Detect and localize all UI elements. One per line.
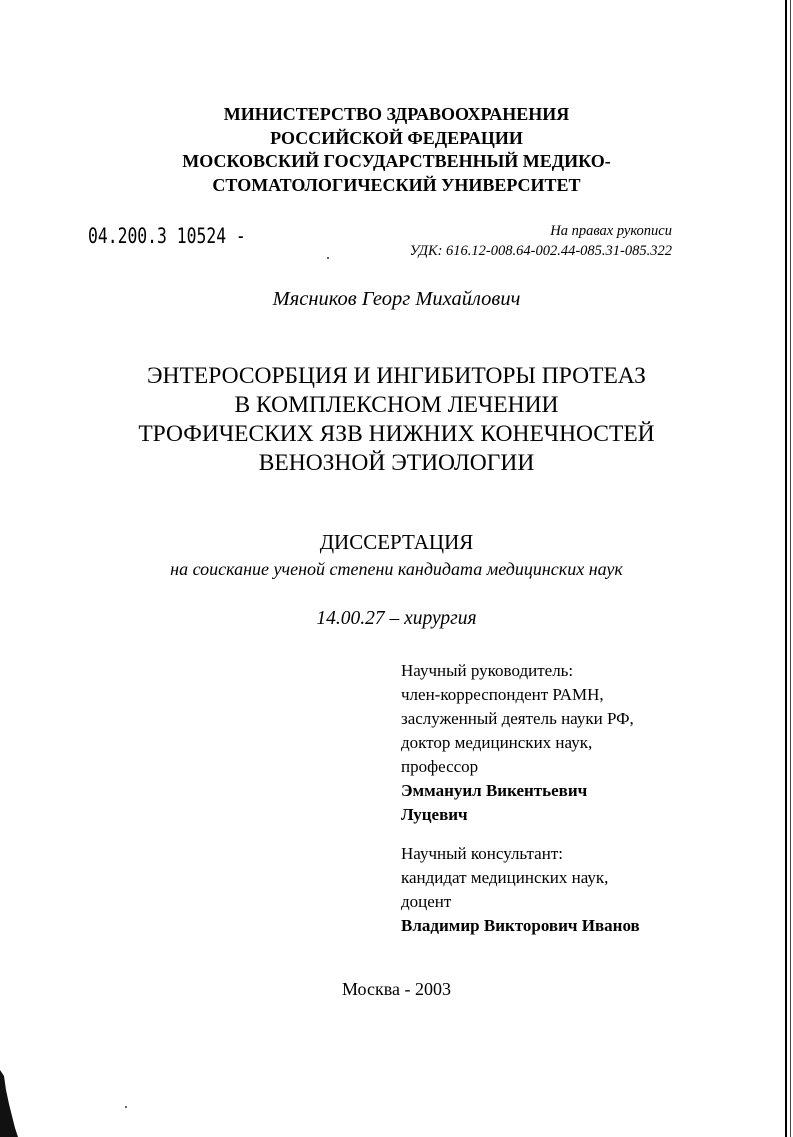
title-line: В КОМПЛЕКСНОМ ЛЕЧЕНИИ bbox=[234, 392, 559, 418]
title-line: ВЕНОЗНОЙ ЭТИОЛОГИИ bbox=[258, 450, 535, 476]
title-line: ЭНТЕРОСОРБЦИЯ И ИНГИБИТОРЫ ПРОТЕАЗ bbox=[147, 363, 646, 389]
supervisor-surname: Луцевич bbox=[401, 805, 468, 824]
consultant-name: Владимир Викторович Иванов bbox=[401, 916, 640, 935]
author-name: Мясников Георг Михайлович bbox=[272, 288, 521, 310]
consultant-role: Научный консультант: bbox=[401, 844, 563, 863]
supervisor-name: Эммануил Викентьевич bbox=[401, 781, 588, 800]
dissertation-title bbox=[0, 362, 793, 478]
ministry-line: СТОМАТОЛОГИЧЕСКИЙ УНИВЕРСИТЕТ bbox=[212, 174, 581, 195]
city-year: Москва - 2003 bbox=[342, 979, 451, 999]
ministry-line: МОСКОВСКИЙ ГОСУДАРСТВЕННЫЙ МЕДИКО- bbox=[182, 151, 611, 171]
degree-line: на соискание ученой степени кандидата медицинских наук bbox=[170, 559, 623, 579]
dissertation-heading: ДИССЕРТАЦИЯ bbox=[319, 530, 474, 554]
supervisor-role: Научный руководитель: bbox=[401, 661, 574, 680]
supervisor-credential: профессор bbox=[401, 757, 479, 776]
manuscript-rights-block bbox=[410, 221, 672, 261]
ministry-header bbox=[0, 103, 793, 197]
ministry-line: МИНИСТЕРСТВО ЗДРАВООХРАНЕНИЯ bbox=[223, 104, 570, 124]
supervisor-block bbox=[401, 659, 634, 827]
supervisor-credential: доктор медицинских наук, bbox=[401, 733, 593, 752]
consultant-block bbox=[401, 842, 640, 938]
scan-corner-blot bbox=[0, 1070, 18, 1137]
specialty-line: 14.00.27 – хирургия bbox=[316, 608, 477, 629]
supervisor-credential: заслуженный деятель науки РФ, bbox=[401, 709, 634, 728]
registration-number: 04.200.3 10524 - bbox=[88, 224, 246, 248]
manuscript-rights: На правах рукописи bbox=[550, 223, 672, 239]
consultant-credential: доцент bbox=[401, 892, 452, 911]
scan-speck bbox=[327, 257, 329, 259]
title-line: ТРОФИЧЕСКИХ ЯЗВ НИЖНИХ КОНЕЧНОСТЕЙ bbox=[138, 421, 655, 447]
ministry-line: РОССИЙСКОЙ ФЕДЕРАЦИИ bbox=[270, 127, 523, 148]
udk-code: УДК: 616.12-008.64-002.44-085.31-085.322 bbox=[409, 243, 672, 259]
consultant-credential: кандидат медицинских наук, bbox=[401, 868, 609, 887]
scan-speck bbox=[125, 1106, 127, 1108]
supervisor-credential: член-корреспондент РАМН, bbox=[401, 685, 604, 704]
